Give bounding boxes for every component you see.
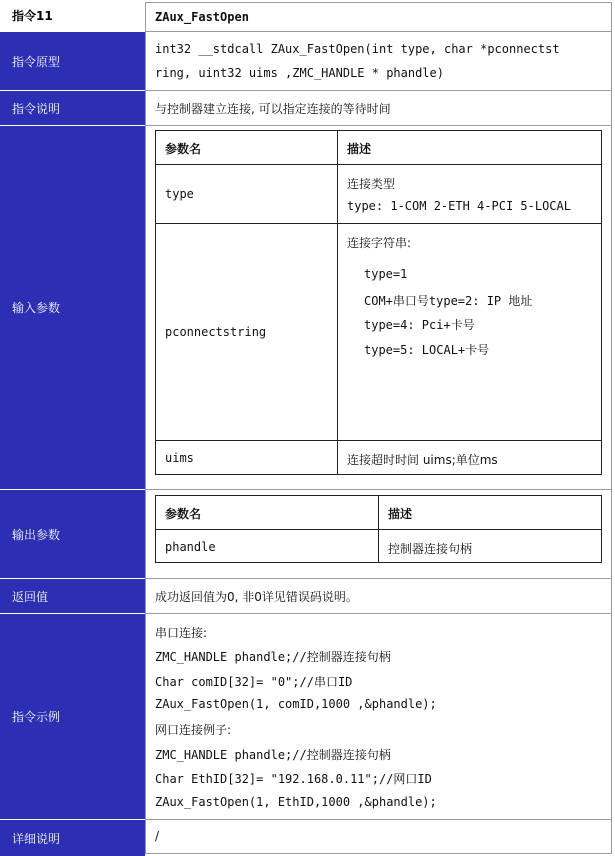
return-value-text: 成功返回值为0, 非0详见错误码说明。 <box>155 590 358 604</box>
input-params-label: 输入参数 <box>0 125 145 489</box>
prototype-label: 指令原型 <box>0 31 145 90</box>
param-desc-type-line-1: 连接类型 <box>347 177 396 191</box>
example-line-3: Char comID[32]= "0";//串口ID <box>155 675 353 689</box>
output-header-desc: 描述 <box>388 507 413 521</box>
example-line-6: ZMC_HANDLE phandle;//控制器连接句柄 <box>155 748 391 762</box>
example-line-2: ZMC_HANDLE phandle;//控制器连接句柄 <box>155 650 391 664</box>
example-label: 指令示例 <box>0 613 145 819</box>
input-header-desc: 描述 <box>347 142 372 156</box>
param-desc-pconnectstring-line-3: COM+串口号type=2: IP 地址 <box>364 294 533 308</box>
input-header-name: 参数名 <box>165 142 202 156</box>
param-desc-uims: 连接超时时间 uims;单位ms <box>347 453 498 467</box>
example-line-5: 网口连接例子: <box>155 723 232 737</box>
param-desc-pconnectstring-line-5: type=5: LOCAL+卡号 <box>364 343 490 357</box>
param-desc-pconnectstring-line-2: type=1 <box>364 267 408 281</box>
param-name-pconnectstring: pconnectstring <box>165 325 267 339</box>
function-name: ZAux_FastOpen <box>155 10 249 24</box>
return-value-label: 返回值 <box>0 578 145 613</box>
output-param-desc: 控制器连接句柄 <box>388 542 473 556</box>
output-params-table <box>155 495 602 563</box>
param-desc-pconnectstring-line-1: 连接字符串: <box>347 236 412 250</box>
example-line-7: Char EthID[32]= "192.168.0.11";//网口ID <box>155 772 432 786</box>
output-params-label: 输出参数 <box>0 489 145 578</box>
param-name-type: type <box>165 187 194 201</box>
param-name-uims: uims <box>165 451 194 465</box>
description-label: 指令说明 <box>0 90 145 125</box>
description-text: 与控制器建立连接, 可以指定连接的等待时间 <box>155 102 391 116</box>
output-header-name: 参数名 <box>165 507 202 521</box>
param-desc-pconnectstring-line-4: type=4: Pci+卡号 <box>364 318 475 332</box>
prototype-line-2: ring, uint32 uims ,ZMC_HANDLE * phandle) <box>155 66 444 80</box>
example-line-4: ZAux_FastOpen(1, comID,1000 ,&phandle); <box>155 697 437 711</box>
param-desc-type-line-2: type: 1-COM 2-ETH 4-PCI 5-LOCAL <box>347 199 571 213</box>
detail-label: 详细说明 <box>0 819 145 856</box>
header-label <box>0 0 145 31</box>
example-line-8: ZAux_FastOpen(1, EthID,1000 ,&phandle); <box>155 795 437 809</box>
example-line-1: 串口连接: <box>155 626 208 640</box>
detail-text: / <box>155 829 160 843</box>
prototype-line-1: int32 __stdcall ZAux_FastOpen(int type, char *pconnectst <box>155 42 560 56</box>
instruction-number: 指令11 <box>12 9 53 23</box>
output-param-name: phandle <box>165 540 216 554</box>
